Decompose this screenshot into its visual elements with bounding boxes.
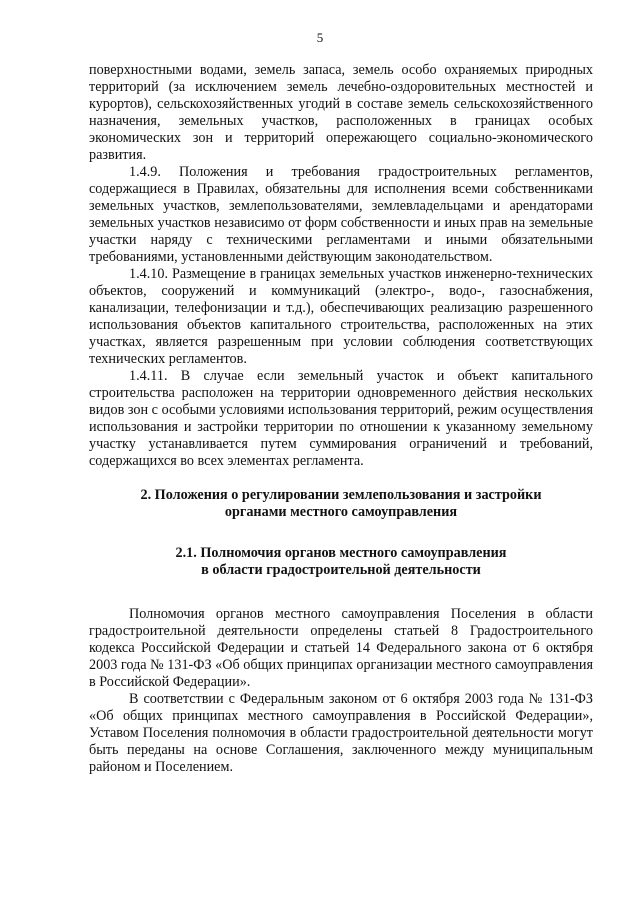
document-body (89, 62, 593, 776)
section-heading-line-1: 2. Положения о регулировании землепользования и застройки (140, 487, 542, 503)
page-number: 5 (316, 30, 324, 45)
subsection-heading-line-2: в области градостроительной деятельности (201, 562, 481, 578)
section-heading (89, 487, 593, 521)
paragraph-continuation: поверхностными водами, земель запаса, земель особо охраняемых природных территорий (за исключением земель лечебно-оздоровительных местностей и курортов), сельскохозяйственных угодий в составе земель сельскохозяйственного назначения, земельных участков, расположенных в границах особых экономических зон и территорий опережающего социально-экономического развития. (89, 62, 593, 163)
paragraph-authority-definition: Полномочия органов местного самоуправления Поселения в области градостроительной деятельности определены статьей 8 Градостроительного кодекса Российской Федерации и статьей 14 Федерального закона от 6 октября 2003 года № 131-ФЗ «Об общих принципах организации местного самоуправления в Российской Федерации». (89, 606, 593, 690)
section-heading-line-2: органами местного самоуправления (224, 504, 458, 520)
paragraph-1-4-11: 1.4.11. В случае если земельный участок и объект капитального строительства расположен на территории одновременного действия нескольких видов зон с особыми условиями использования территорий, режим осуществления использования и застройки территории по отношении к указанному земельному участку устанавливается путем суммирования ограничений и требований, содержащихся во всех элементах регламента. (89, 368, 593, 469)
subsection-heading (89, 545, 593, 579)
paragraph-1-4-9: 1.4.9. Положения и требования градостроительных регламентов, содержащиеся в Правилах, обязательны для исполнения всеми собственниками земельных участков, землепользователями, землевладельцами и арендаторами земельных участков независимо от форм собственности и иных прав на земельные участки наряду с техническими регламентами и иными обязательными требованиями, установленными действующим законодательством. (89, 164, 593, 265)
subsection-heading-line-1: 2.1. Полномочия органов местного самоуправления (175, 545, 507, 561)
paragraph-1-4-10: 1.4.10. Размещение в границах земельных участков инженерно-технических объектов, сооружений и коммуникаций (электро-, водо-, газоснабжения, канализации, телефонизации и т.д.), обеспечивающих реализацию разрешенного использования объектов капитального строительства, расположенных на этих участках, является разрешенным при условии соблюдения соответствующих технических регламентов. (89, 266, 593, 367)
paragraph-authority-transfer: В соответствии с Федеральным законом от 6 октября 2003 года № 131-ФЗ «Об общих принципах местного самоуправления в Российской Федерации», Уставом Поселения полномочия в области градостроительной деятельности могут быть переданы на основе Соглашения, заключенного между муниципальным районом и Поселением. (89, 691, 593, 775)
